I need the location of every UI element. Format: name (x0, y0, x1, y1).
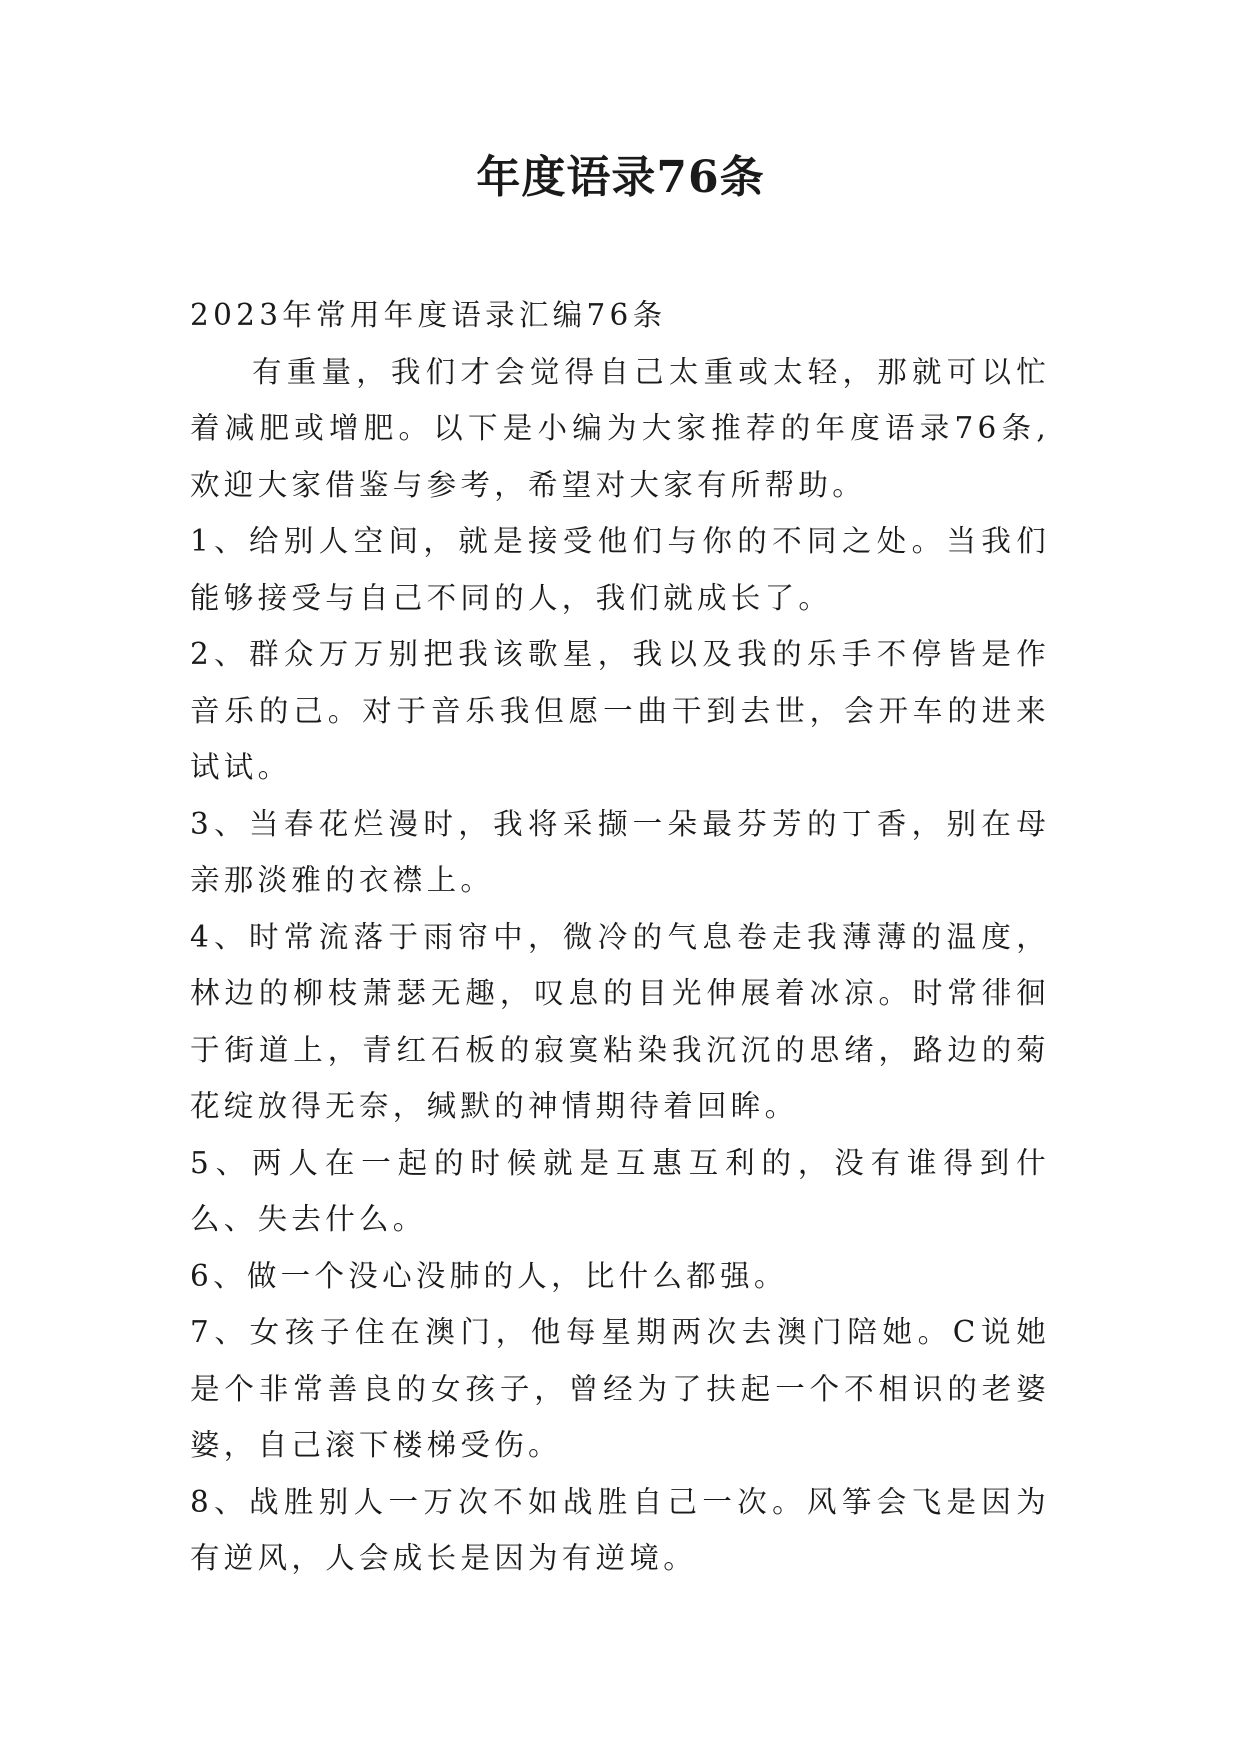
document-title: 年度语录76条 (476, 152, 765, 203)
document-body (190, 287, 1050, 1587)
quote-item-3: 3、当春花烂漫时，我将采撷一朵最芬芳的丁香，别在母亲那淡雅的衣襟上。 (190, 806, 1050, 897)
quote-item-4: 4、时常流落于雨帘中，微冷的气息卷走我薄薄的温度，林边的柳枝萧瑟无趣，叹息的目光伸展着冰凉。时常徘徊于街道上，青红石板的寂寞粘染我沉沉的思绪，路边的菊花绽放得无奈，缄默的神情期待着回眸。 (190, 919, 1050, 1123)
quote-item-1: 1、给别人空间，就是接受他们与你的不同之处。当我们能够接受与自己不同的人，我们就成长了。 (190, 524, 1050, 615)
quote-item-6: 6、做一个没心没肺的人，比什么都强。 (190, 1258, 788, 1293)
quote-item-2: 2、群众万万别把我该歌星，我以及我的乐手不停皆是作音乐的己。对于音乐我但愿一曲干到去世，会开车的进来试试。 (190, 637, 1050, 784)
quote-item-5: 5、两人在一起的时候就是互惠互利的，没有谁得到什么、失去什么。 (190, 1145, 1050, 1236)
intro-paragraph: 有重量，我们才会觉得自己太重或太轻，那就可以忙着减肥或增肥。以下是小编为大家推荐的年度语录76条,欢迎大家借鉴与参考，希望对大家有所帮助。 (190, 354, 1050, 502)
quote-item-8: 8、战胜别人一万次不如战胜自己一次。风筝会飞是因为有逆风，人会成长是因为有逆境。 (190, 1484, 1050, 1575)
quote-item-7: 7、女孩子住在澳门，他每星期两次去澳门陪她。C说她是个非常善良的女孩子，曾经为了扶起一个不相识的老婆婆，自己滚下楼梯受伤。 (190, 1315, 1050, 1462)
document-subtitle: 2023年常用年度语录汇编76条 (190, 298, 667, 332)
